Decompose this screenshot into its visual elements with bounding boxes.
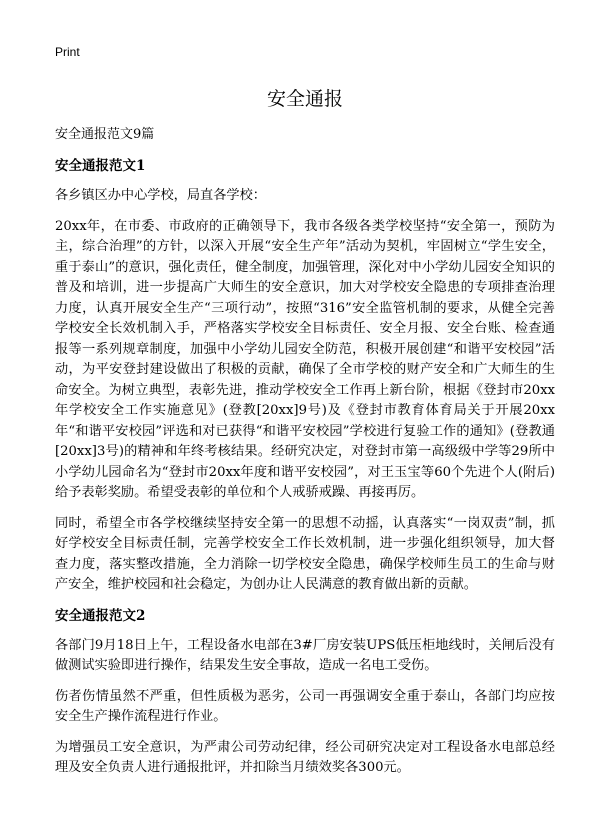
paragraph: 同时，希望全市各学校继续坚持安全第一的思想不动摇，认真落实“一岗双责”制，抓好学校安全目标责任制，完善学校安全工作长效机制，进一步强化组织领导，加大督查力度，落实整改措施，全力消除一切学校安全隐患，确保学校师生员工的生命与财产安全，维护校园和社会稳定，为创办让人民满意的教育做出新的贡献。: [55, 515, 555, 592]
paragraph: 为增强员工安全意识，为严肃公司劳动纪律，经公司研究决定对工程设备水电部总经理及安全负责人进行通报批评，并扣除当月绩效奖各300元。: [55, 739, 555, 775]
paragraph: 伤者伤情虽然不严重，但性质极为恶劣，公司一再强调安全重于泰山，各部门均应按安全生产操作流程进行作业。: [55, 688, 555, 724]
page-title: 安全通报: [266, 88, 343, 110]
section-heading: 安全通报范文2: [55, 607, 146, 624]
document-subtitle: 安全通报范文9篇: [55, 127, 155, 142]
paragraph: 各乡镇区办中心学校，局直各学校：: [55, 188, 266, 203]
paragraph: 各部门9月18日上午，工程设备水电部在3#厂房安装UPS低压柜地线时，关闸后没有做测试实验即进行操作，结果发生安全事故，造成一名电工受伤。: [55, 637, 555, 673]
document-page: [55, 44, 555, 789]
print-link[interactable]: Print: [55, 45, 80, 59]
section-1: [55, 156, 555, 596]
section-heading: 安全通报范文1: [55, 158, 146, 174]
paragraph: 20xx年，在市委、市政府的正确领导下，我市各级各类学校坚持“安全第一，预防为主，综合治理”的方针，以深入开展“安全生产年”活动为契机，牢固树立“学生安全，重于泰山”的意识，强化责任，健全制度，加强管理，深化对中小学幼儿园安全知识的普及和培训，进一步提高广大师生的安全意识，加大对学校安全隐患的专项排查治理力度，认真开展安全生产“三项行动”，按照“316”安全监管机制的要求，从健全完善学校安全长效机制入手，严格落实学校安全目标责任、安全月报、安全台账、检查通报等一系列规章制度，加强中小学幼儿园安全防范，积极开展创建“和谐平安校园”活动，为平安登封建设做出了积极的贡献，确保了全市学校的财产安全和广大师生的生命安全。为树立典型，表彰先进，推动学校安全工作再上新台阶，根据《登封市20xx年学校安全工作实施意见》(登教[20xx]9号)及《登封市教育体育局关于开展20xx年“和谐平安校园”评选和对已获得“和谐平安校园”学校进行复验工作的通知》(登教通[20xx]3号)的精神和年终考核结果。经研究决定，对登封市第一高级级中学等29所中小学幼儿园命名为“登封市20xx年度和谐平安校园”，对王玉宝等60个先进个人(附后)给予表彰奖励。希望受表彰的单位和个人戒骄戒躁、再接再厉。: [55, 218, 555, 500]
section-2: [55, 606, 555, 779]
